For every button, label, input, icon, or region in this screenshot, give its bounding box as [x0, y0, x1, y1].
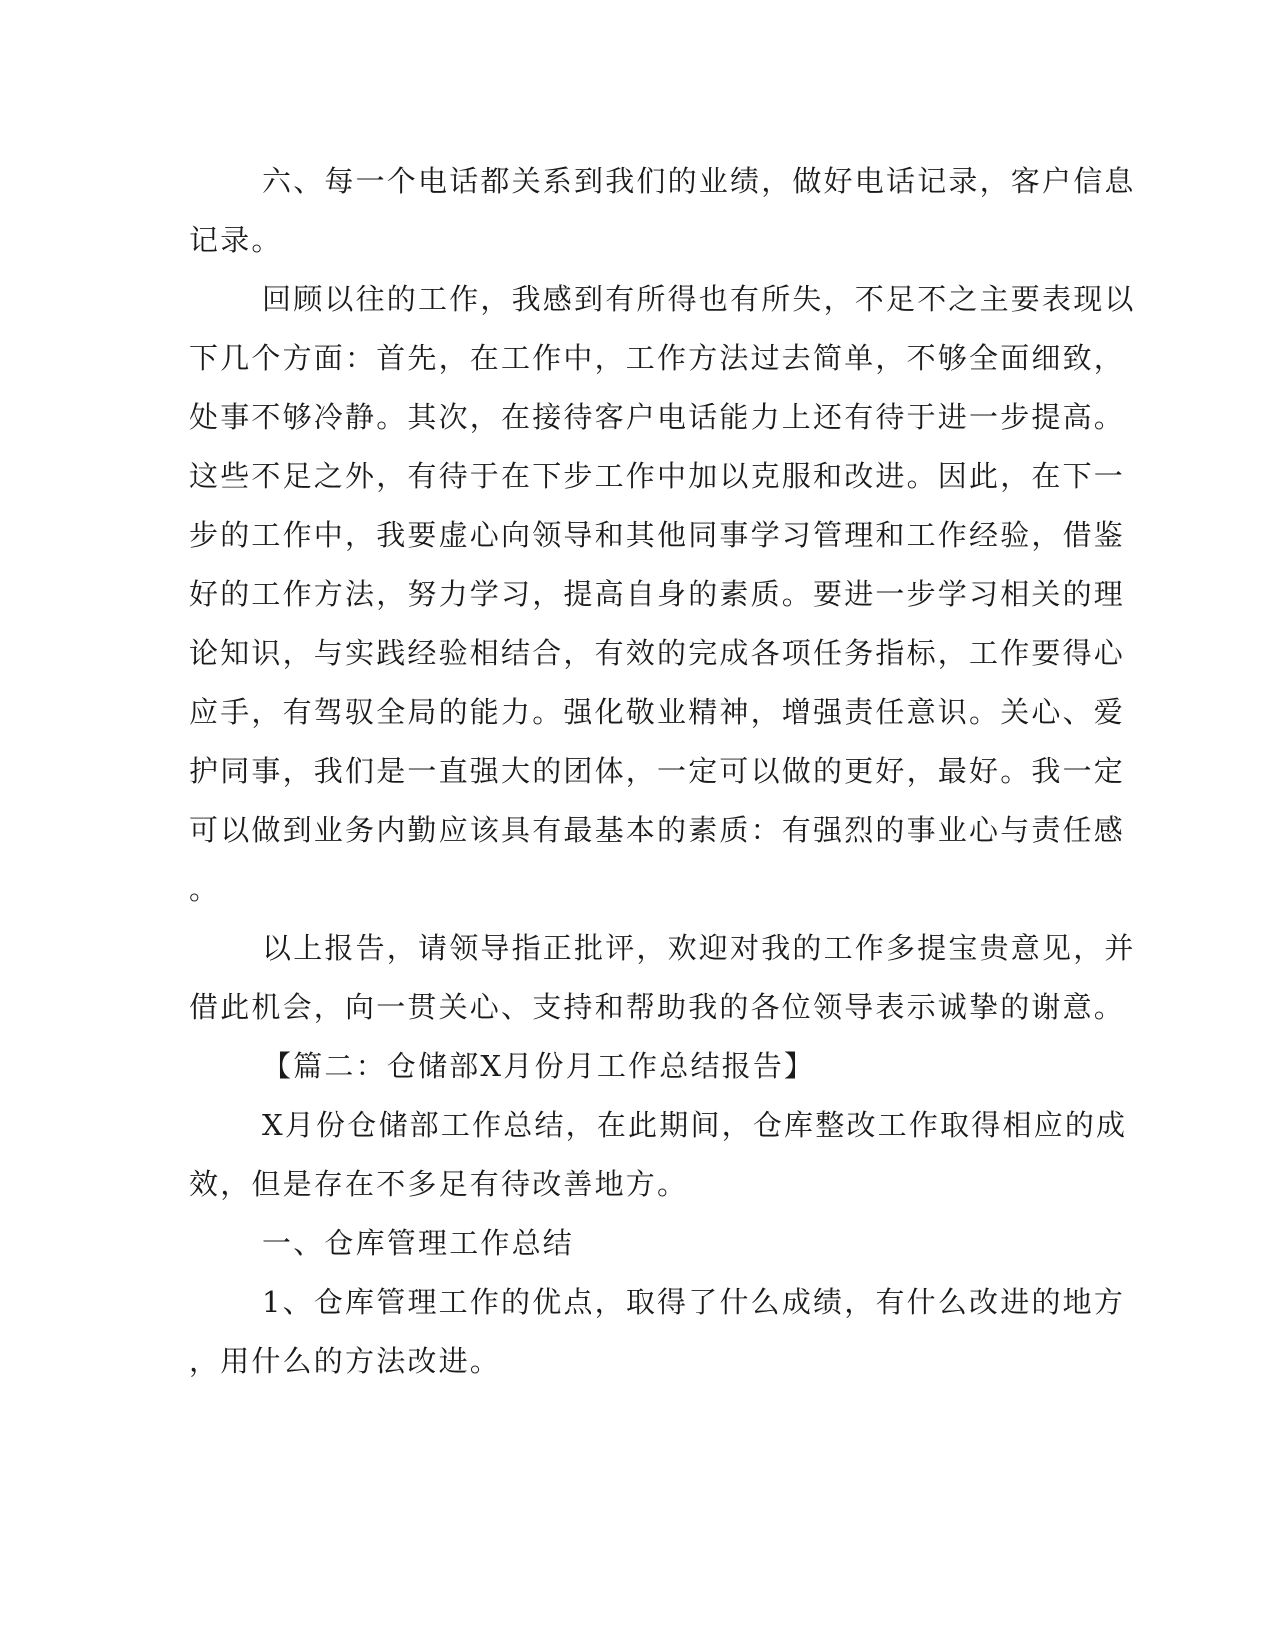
text-line: 借此机会，向一贯关心、支持和帮助我的各位领导表示诚挚的谢意。 — [189, 990, 1126, 1024]
text-line: 论知识，与实践经验相结合，有效的完成各项任务指标，工作要得心 — [189, 636, 1126, 670]
text-line: 可以做到业务内勤应该具有最基本的素质：有强烈的事业心与责任感 — [189, 813, 1126, 847]
text-line: 好的工作方法，努力学习，提高自身的素质。要进一步学习相关的理 — [189, 577, 1126, 611]
text-line: ，用什么的方法改进。 — [189, 1344, 502, 1378]
text-line: 以上报告，请领导指正批评，欢迎对我的工作多提宝贵意见，并 — [262, 931, 1136, 965]
text-line: 回顾以往的工作，我感到有所得也有所失，不足不之主要表现以 — [262, 282, 1136, 316]
text-line: 记录。 — [189, 223, 283, 257]
text-line: 下几个方面：首先，在工作中，工作方法过去简单，不够全面细致， — [189, 341, 1126, 375]
text-line: 护同事，我们是一直强大的团体，一定可以做的更好，最好。我一定 — [189, 754, 1126, 788]
subsection-heading: 一、仓库管理工作总结 — [262, 1226, 575, 1260]
text-line: 步的工作中，我要虚心向领导和其他同事学习管理和工作经验，借鉴 — [189, 518, 1126, 552]
text-line: 六、每一个电话都关系到我们的业绩，做好电话记录，客户信息 — [262, 164, 1136, 198]
text-line: 处事不够冷静。其次，在接待客户电话能力上还有待于进一步提高。 — [189, 400, 1126, 434]
text-line: 效，但是存在不多足有待改善地方。 — [189, 1167, 689, 1201]
text-line: 。 — [189, 872, 221, 906]
text-line: X月份仓储部工作总结，在此期间，仓库整改工作取得相应的成 — [262, 1108, 1128, 1142]
text-line: 这些不足之外，有待于在下步工作中加以克服和改进。因此，在下一 — [189, 459, 1126, 493]
text-line: 应手，有驾驭全局的能力。强化敬业精神，增强责任意识。关心、爱 — [189, 695, 1126, 729]
text-line: 1、仓库管理工作的优点，取得了什么成绩，有什么改进的地方 — [262, 1285, 1126, 1319]
section-heading: 【篇二：仓储部X月份月工作总结报告】 — [262, 1049, 816, 1083]
